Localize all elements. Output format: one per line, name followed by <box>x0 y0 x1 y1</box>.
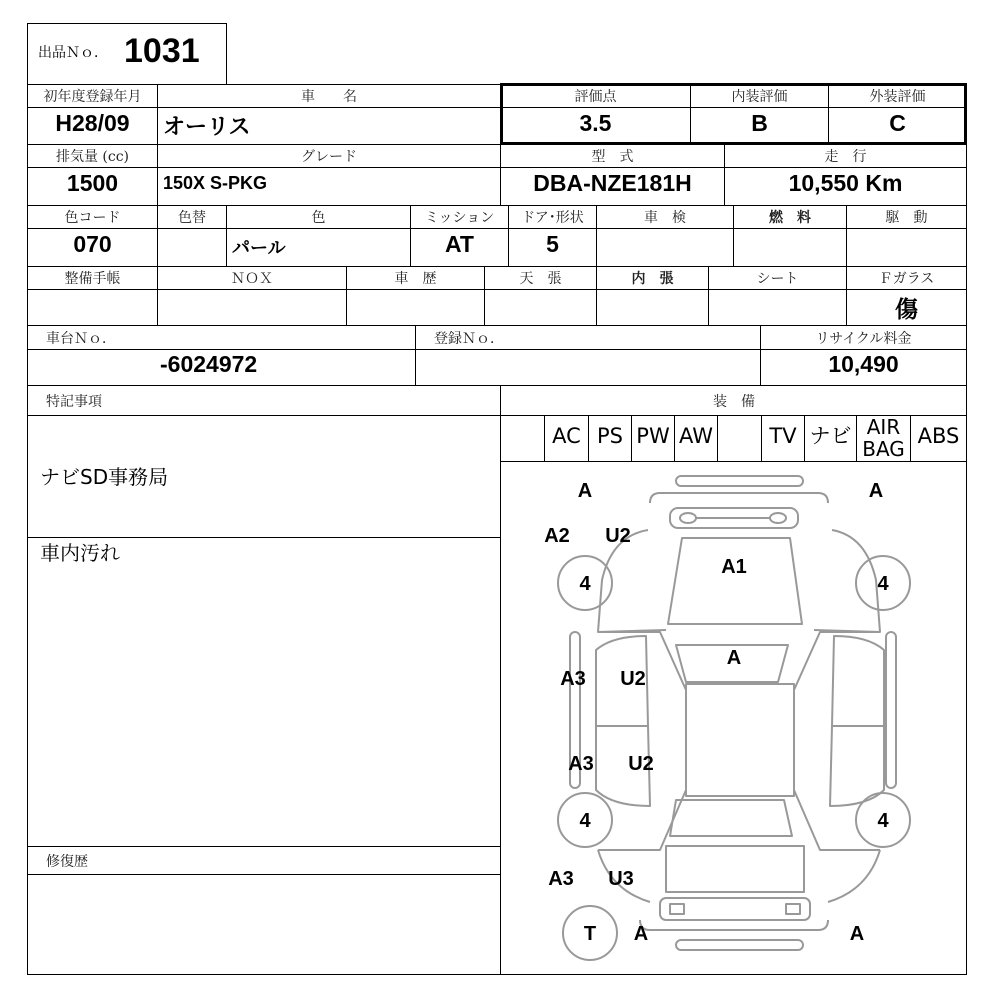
exterior-grade-value: C <box>889 110 906 136</box>
repaint-label: 色替 <box>178 210 206 226</box>
equipment-abs: ABS <box>917 424 960 448</box>
interior-trim-label: 内 張 <box>631 271 674 287</box>
equipment-airbag: AIR BAG <box>862 415 905 461</box>
mileage-value: 10,550 Km <box>788 170 903 196</box>
windshield-label: Ｆガラス <box>878 271 935 287</box>
damage-mark: U2 <box>628 753 654 775</box>
service-book-label: 整備手帳 <box>64 271 121 287</box>
mileage-label: 走 行 <box>824 149 867 165</box>
displacement-value: 1500 <box>66 170 119 196</box>
damage-mark: U2 <box>605 525 631 547</box>
windshield-value: 傷 <box>895 296 918 323</box>
interior-grade-value: B <box>751 110 768 136</box>
color-label: 色 <box>311 210 326 226</box>
damage-mark: A1 <box>721 556 747 578</box>
interior-grade-label: 内装評価 <box>731 89 788 105</box>
displacement-label: 排気量 (cc) <box>55 149 130 165</box>
damage-mark: U2 <box>620 668 646 690</box>
score-value: 3.5 <box>579 110 612 136</box>
history-label: 車 歴 <box>394 271 437 287</box>
car-name-label: 車 名 <box>301 89 357 105</box>
notes-label: 特記事項 <box>46 394 102 410</box>
reg-year-label: 初年度登録年月 <box>43 89 142 105</box>
score-label: 評価点 <box>574 89 617 105</box>
damage-mark: A3 <box>568 753 594 775</box>
transmission-value: AT <box>445 231 474 257</box>
inspection-label: 車 検 <box>644 210 686 226</box>
nox-label: ＮＯＸ <box>231 271 273 287</box>
damage-mark: A <box>726 647 742 669</box>
damage-mark: A3 <box>548 868 574 890</box>
fuel-label: 燃 料 <box>769 210 811 226</box>
door-value: 5 <box>546 231 559 257</box>
damage-mark: A <box>577 480 593 502</box>
color-code-label: 色コード <box>64 210 121 226</box>
recycle-fee-value: 10,490 <box>828 351 899 377</box>
equipment-navi: ナビ <box>809 424 852 448</box>
tire-mark: 4 <box>877 810 889 832</box>
model-code-label: 型 式 <box>591 149 634 165</box>
car-name-value: オーリス <box>163 114 251 139</box>
grade-value: 150X S-PKG <box>163 173 268 193</box>
chassis-value: -6024972 <box>160 351 258 377</box>
roof-lining-label: 天 張 <box>519 271 562 287</box>
equipment-pw: PW <box>636 424 670 448</box>
model-code-value: DBA-NZE181H <box>533 170 692 196</box>
equipment-ac: AC <box>552 424 581 448</box>
reg-year-value: H28/09 <box>55 110 130 136</box>
door-label: ドア･形状 <box>521 210 584 226</box>
equipment-aw: AW <box>679 424 713 448</box>
equipment-tv: TV <box>769 424 797 448</box>
tire-mark: 4 <box>579 573 591 595</box>
damage-mark: A <box>868 480 884 502</box>
seat-label: シート <box>756 271 799 287</box>
reg-no-label: 登録Ｎｏ． <box>434 331 504 347</box>
equipment-ps: PS <box>597 424 623 448</box>
damage-mark: A <box>849 923 865 945</box>
note-line-2: 車内汚れ <box>40 541 120 565</box>
listing-number: 1031 <box>124 32 200 70</box>
damage-mark: A2 <box>544 525 570 547</box>
tire-mark: 4 <box>877 573 889 595</box>
repair-history-label: 修復歴 <box>46 854 88 870</box>
color-code-value: 070 <box>73 231 112 257</box>
recycle-fee-label: リサイクル料金 <box>815 331 912 347</box>
listing-box <box>27 23 227 84</box>
listing-label: 出品Ｎｏ． <box>38 45 108 61</box>
exterior-grade-label: 外装評価 <box>869 89 926 105</box>
damage-mark: A3 <box>560 668 586 690</box>
tire-mark: 4 <box>579 810 591 832</box>
equipment-label: 装 備 <box>713 394 755 410</box>
damage-mark: A <box>633 923 649 945</box>
damage-mark: U3 <box>608 868 634 890</box>
drive-label: 駆 動 <box>885 210 928 226</box>
transmission-label: ミッション <box>424 210 495 226</box>
spare-tire-mark: T <box>583 923 597 945</box>
note-line-1: ナビSD事務局 <box>40 465 169 489</box>
color-value: パール <box>232 238 286 258</box>
grade-label: グレード <box>301 149 357 165</box>
chassis-label: 車台Ｎｏ． <box>46 331 116 347</box>
